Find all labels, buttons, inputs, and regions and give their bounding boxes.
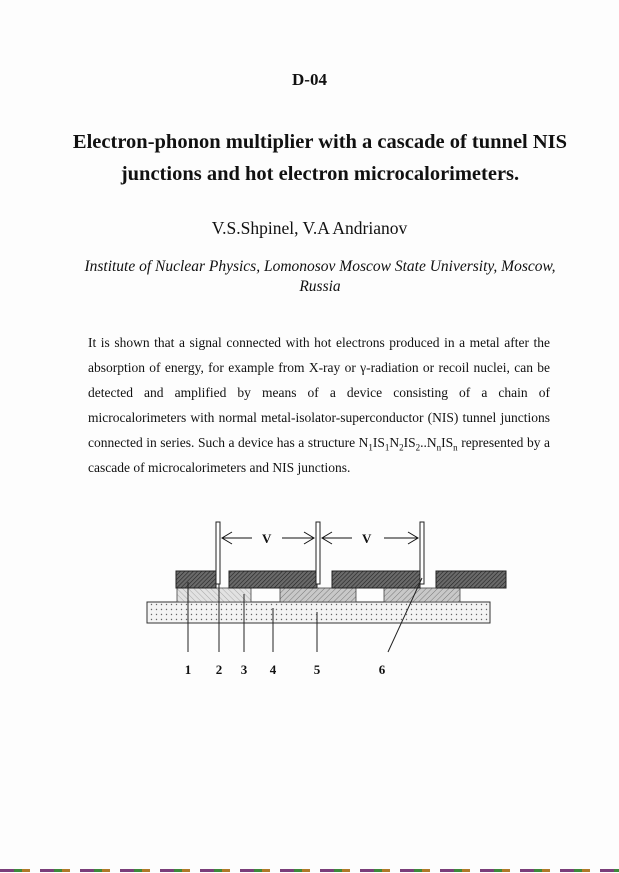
paper-authors: V.S.Shpinel, V.A Andrianov [211, 218, 408, 238]
superconductor-electrode [176, 571, 216, 588]
superconductor-electrode [436, 571, 506, 588]
abstract-text-after: represented by a cascade of microcalorimeters and NIS junctions. [88, 435, 550, 475]
paper-affiliation: Institute of Nuclear Physics, Lomonosov Moscow State University, Moscow, Russia [84, 258, 556, 295]
callout-5: 5 [313, 662, 321, 677]
callout-3: 3 [240, 662, 248, 677]
paper-code: D-04 [292, 70, 327, 89]
paper-abstract [88, 330, 550, 480]
normal-metal-segment [280, 588, 356, 602]
scan-edge-strip [0, 869, 619, 872]
substrate-layer [147, 602, 490, 623]
voltage-label-left: V [262, 531, 272, 546]
contact-post [420, 522, 424, 584]
contact-post [316, 522, 320, 584]
nis-cascade-diagram [140, 518, 512, 683]
callout-6: 6 [378, 662, 386, 677]
structure-formula: $N_1IS_1N_2IS_2..N_nIS_n$ [358, 435, 458, 453]
callout-4: 4 [269, 662, 277, 677]
normal-metal-segment [384, 588, 460, 602]
voltage-label-right: V [362, 531, 372, 546]
abstract-text-before: It is shown that a signal connected with hot electrons produced in a metal after the absorption of energy, for example from X-ray or γ-radiation or recoil nuclei, can be detected and amplified by means of a device consisting of a chain of microcalorimeters with normal metal-isolator-superconductor (NIS) tunnel junctions connected in series. Such a device has a structure [88, 335, 550, 450]
callout-1: 1 [184, 662, 192, 677]
callout-2: 2 [215, 662, 223, 677]
superconductor-electrode [229, 571, 317, 588]
contact-post [216, 522, 220, 584]
paper-title: Electron-phonon multiplier with a cascade of tunnel NIS junctions and hot electron microcalorimeters. [72, 131, 568, 185]
superconductor-electrode [332, 571, 420, 588]
